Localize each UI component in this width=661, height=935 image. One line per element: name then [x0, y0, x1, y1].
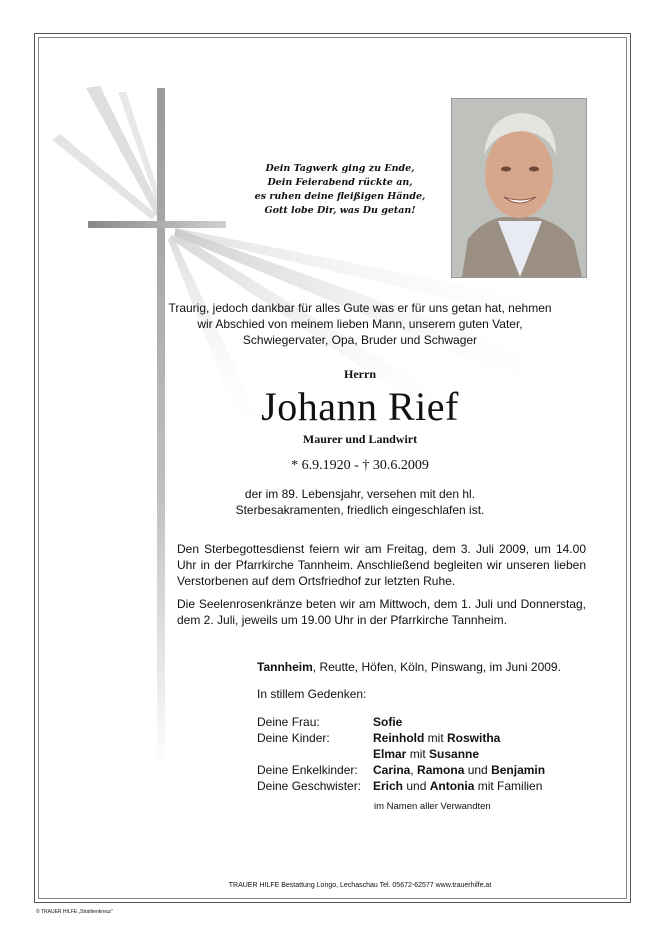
age-line: Sterbesakramenten, friedlich eingeschlafen ist.	[235, 503, 485, 517]
family-role: Deine Geschwister:	[257, 779, 362, 793]
family-member-name: Antonia	[429, 779, 475, 793]
family-member-name: Ramona	[417, 763, 465, 777]
intro-line: wir Abschied von meinem lieben Mann, unserem guten Vater,	[197, 317, 523, 331]
family-row	[257, 730, 545, 746]
footer-contact: TRAUER HILFE Bestattung Longo, Lechaschau Tel. 05672-62577 www.trauerhilfe.at	[228, 882, 492, 889]
family-member-name: Roswitha	[447, 731, 501, 745]
intro-line: Schwiegervater, Opa, Bruder und Schwager	[242, 333, 478, 347]
family-row	[257, 714, 545, 730]
family-connector: mit	[424, 731, 447, 745]
place-date-line	[257, 660, 561, 674]
family-names	[373, 762, 545, 778]
service-paragraph: Den Sterbegottesdienst feiern wir am Freitag, dem 3. Juli 2009, um 14.00 Uhr in der Pfarrkirche Tannheim. Anschließend begleiten wir unseren lieben Verstorbenen auf dem Ortsfriedhof zur letzten Ruhe.	[177, 542, 586, 588]
intro-text	[150, 300, 570, 348]
family-member-name: Reinhold	[373, 731, 425, 745]
deceased-name: Johann Rief	[261, 384, 459, 429]
family-role	[257, 746, 373, 762]
portrait-photo	[451, 98, 587, 278]
family-connector: und	[464, 763, 492, 777]
family-row	[257, 762, 545, 778]
family-names	[373, 730, 500, 746]
relatives-note: im Namen aller Verwandten	[374, 801, 491, 812]
family-connector: mit	[406, 747, 430, 761]
age-text	[150, 486, 570, 518]
poem-line: es ruhen deine fleißigen Hände,	[254, 191, 426, 202]
age-line: der im 89. Lebensjahr, versehen mit den hl.	[244, 487, 476, 501]
family-connector: und	[403, 779, 430, 793]
family-member-name: Benjamin	[491, 763, 546, 777]
family-names	[373, 714, 402, 730]
family-connector: ,	[410, 763, 418, 777]
family-role: Deine Kinder:	[257, 731, 330, 745]
poem-line: Gott lobe Dir, was Du getan!	[264, 205, 416, 216]
family-names	[373, 746, 479, 762]
family-names	[373, 778, 542, 794]
poem	[225, 162, 455, 218]
occupation: Maurer und Landwirt	[302, 432, 418, 446]
life-dates: * 6.9.1920 - † 30.6.2009	[291, 458, 429, 473]
family-list	[257, 714, 545, 794]
place-town: Tannheim	[257, 660, 313, 674]
family-member-name: Susanne	[429, 747, 480, 761]
family-member-name: Elmar	[373, 747, 407, 761]
place-rest: , Reutte, Höfen, Köln, Pinswang, im Juni 2009.	[312, 660, 561, 674]
poem-line: Dein Tagwerk ging zu Ende,	[265, 163, 415, 174]
family-row	[257, 746, 545, 762]
poem-line: Dein Feierabend rückte an,	[267, 177, 413, 188]
rosary-paragraph: Die Seelenrosenkränze beten wir am Mittwoch, dem 1. Juli und Donnerstag, dem 2. Juli, jeweils um 19.00 Uhr in der Pfarrkirche Tannheim.	[177, 597, 586, 627]
family-member-name: Sofie	[373, 715, 403, 729]
family-role: Deine Enkelkinder:	[257, 763, 358, 777]
intro-line: Traurig, jedoch dankbar für alles Gute was er für uns getan hat, nehmen	[168, 301, 552, 315]
salutation: Herrn	[344, 367, 376, 381]
copyright: © TRAUER HILFE „Strahlenkreuz“	[36, 909, 113, 915]
in-memory-heading: In stillem Gedenken:	[257, 687, 367, 701]
family-role: Deine Frau:	[257, 715, 320, 729]
family-member-name: Carina	[373, 763, 411, 777]
family-member-name: Erich	[373, 779, 404, 793]
family-row	[257, 778, 545, 794]
family-connector: mit Familien	[474, 779, 543, 793]
